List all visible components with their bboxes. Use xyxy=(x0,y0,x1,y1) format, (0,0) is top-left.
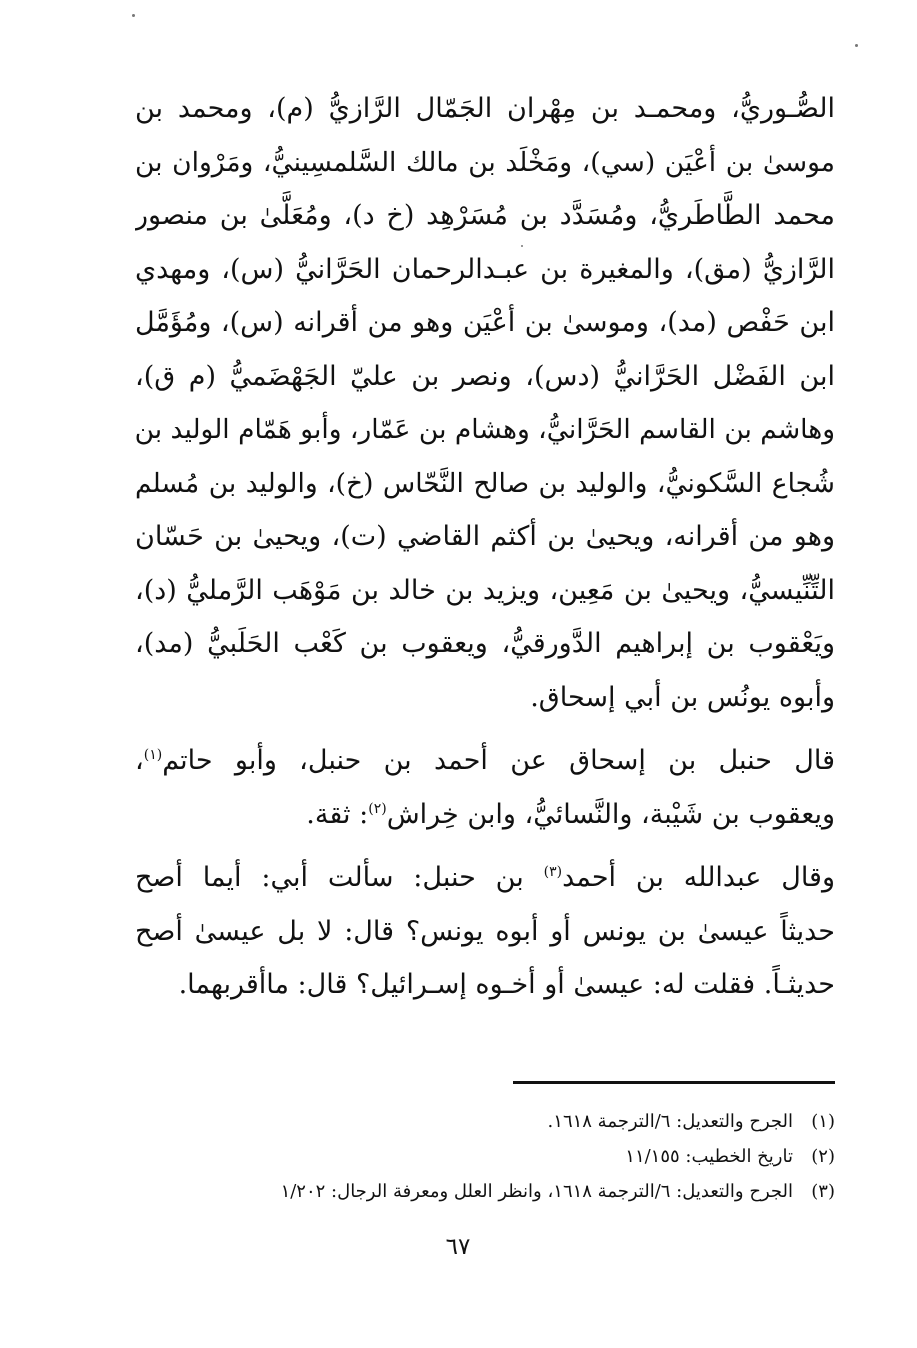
footnote-text: الجرح والتعديل: ٦/الترجمة ١٦١٨، وانظر العلل ومعرفة الرجال: ١/٢٠٢ xyxy=(280,1181,793,1202)
text-line: الصُّـوريُّ، ومحمـد بن مِهْران الجَمّال الرَّازيُّ (م)، ومحمد بن xyxy=(135,93,835,124)
text-line: وهاشم بن القاسم الحَرَّانيُّ، وهشام بن عَمّار، وأبو هَمّام الوليد بن xyxy=(135,414,835,445)
footnote-separator xyxy=(513,1081,835,1084)
footnote-item xyxy=(135,1174,835,1209)
text-line: وأبوه يونُس بن أبي إسحاق. xyxy=(530,681,835,713)
text-line: ويعقوب بن شَيْبة، والنَّسائيُّ، وابن خِراش$^{(٢)}$: ثقة. xyxy=(306,798,835,830)
text-line: ويَعْقوب بن إبراهيم الدَّورقيُّ، ويعقوب بن كَعْب الحَلَبيُّ (مد)، xyxy=(135,628,835,659)
footnote-number: (١) xyxy=(811,1111,835,1132)
page-number: ٦٧ xyxy=(445,1234,471,1260)
text-line: ابن الفَضْل الحَرَّانيُّ (دس)، ونصر بن عليّ الجَهْضَميُّ (م ق)، xyxy=(135,360,835,392)
main-text xyxy=(135,82,835,1012)
paragraph-narrators xyxy=(135,82,835,724)
text-line: التِّنِّيسيُّ، ويحيىٰ بن مَعِين، ويزيد بن خالد بن مَوْهَب الرَّمليُّ (د)، xyxy=(135,574,835,606)
scan-speck xyxy=(855,44,858,47)
scan-speck xyxy=(521,245,523,247)
text-line: حديثـاً. فقلت له: عيسىٰ أو أخـوه إسـرائيل؟ قال: ماأقربهما. xyxy=(178,969,835,1000)
footnote-ref[interactable]: (١) xyxy=(143,747,163,763)
text-line: قال حنبل بن إسحاق عن أحمد بن حنبل، وأبو حاتم$^{(١)}$، xyxy=(135,745,835,776)
footnote-number: (٣) xyxy=(811,1181,835,1202)
text-line: وهو من أقرانه، ويحيىٰ بن أكثم القاضي (ت)، ويحيىٰ بن حَسّان xyxy=(135,521,835,552)
footnote-ref[interactable]: (٢) xyxy=(368,800,387,817)
text-line: شُجاع السَّكونيُّ، والوليد بن صالح النَّحّاس (خ)، والوليد بن مُسلم xyxy=(135,467,835,499)
text-line: ابن حَفْص (مد)، وموسىٰ بن أعْيَن وهو من أقرانه (س)، ومُؤَمَّل xyxy=(135,307,835,338)
text-line: حديثاً عيسىٰ بن يونس أو أبوه يونس؟ قال: لا بل عيسىٰ أصح xyxy=(135,915,835,947)
scan-speck xyxy=(132,14,135,17)
footnote-number: (٢) xyxy=(811,1146,835,1167)
footnotes xyxy=(135,1104,835,1209)
text-line: محمد الطَّاطَريُّ، ومُسَدَّد بن مُسَرْهِد (خ د)، ومُعَلَّىٰ بن منصور xyxy=(135,200,835,231)
footnote-item xyxy=(135,1104,835,1139)
text-line: الرَّازيُّ (مق)، والمغيرة بن عبـدالرحمان الحَرَّانيُّ (س)، ومهدي xyxy=(135,253,835,285)
footnote-text: الجرح والتعديل: ٦/الترجمة ١٦١٨. xyxy=(547,1111,793,1132)
text-line: موسىٰ بن أعْيَن (سي)، ومَخْلَد بن مالك السَّلمسِينيُّ، ومَرْوان بن xyxy=(135,146,835,178)
footnote-text: تاريخ الخطيب: ١١/١٥٥ xyxy=(625,1146,793,1167)
footnote-item xyxy=(135,1139,835,1174)
paragraph-abdullah xyxy=(135,851,835,1012)
footnote-ref[interactable]: (٣) xyxy=(543,864,563,880)
paragraph-trustworthy xyxy=(135,734,835,841)
text-line: وقال عبدالله بن أحمد$^{(٣)}$ بن حنبل: سألت أبي: أيما أصح xyxy=(135,862,835,893)
